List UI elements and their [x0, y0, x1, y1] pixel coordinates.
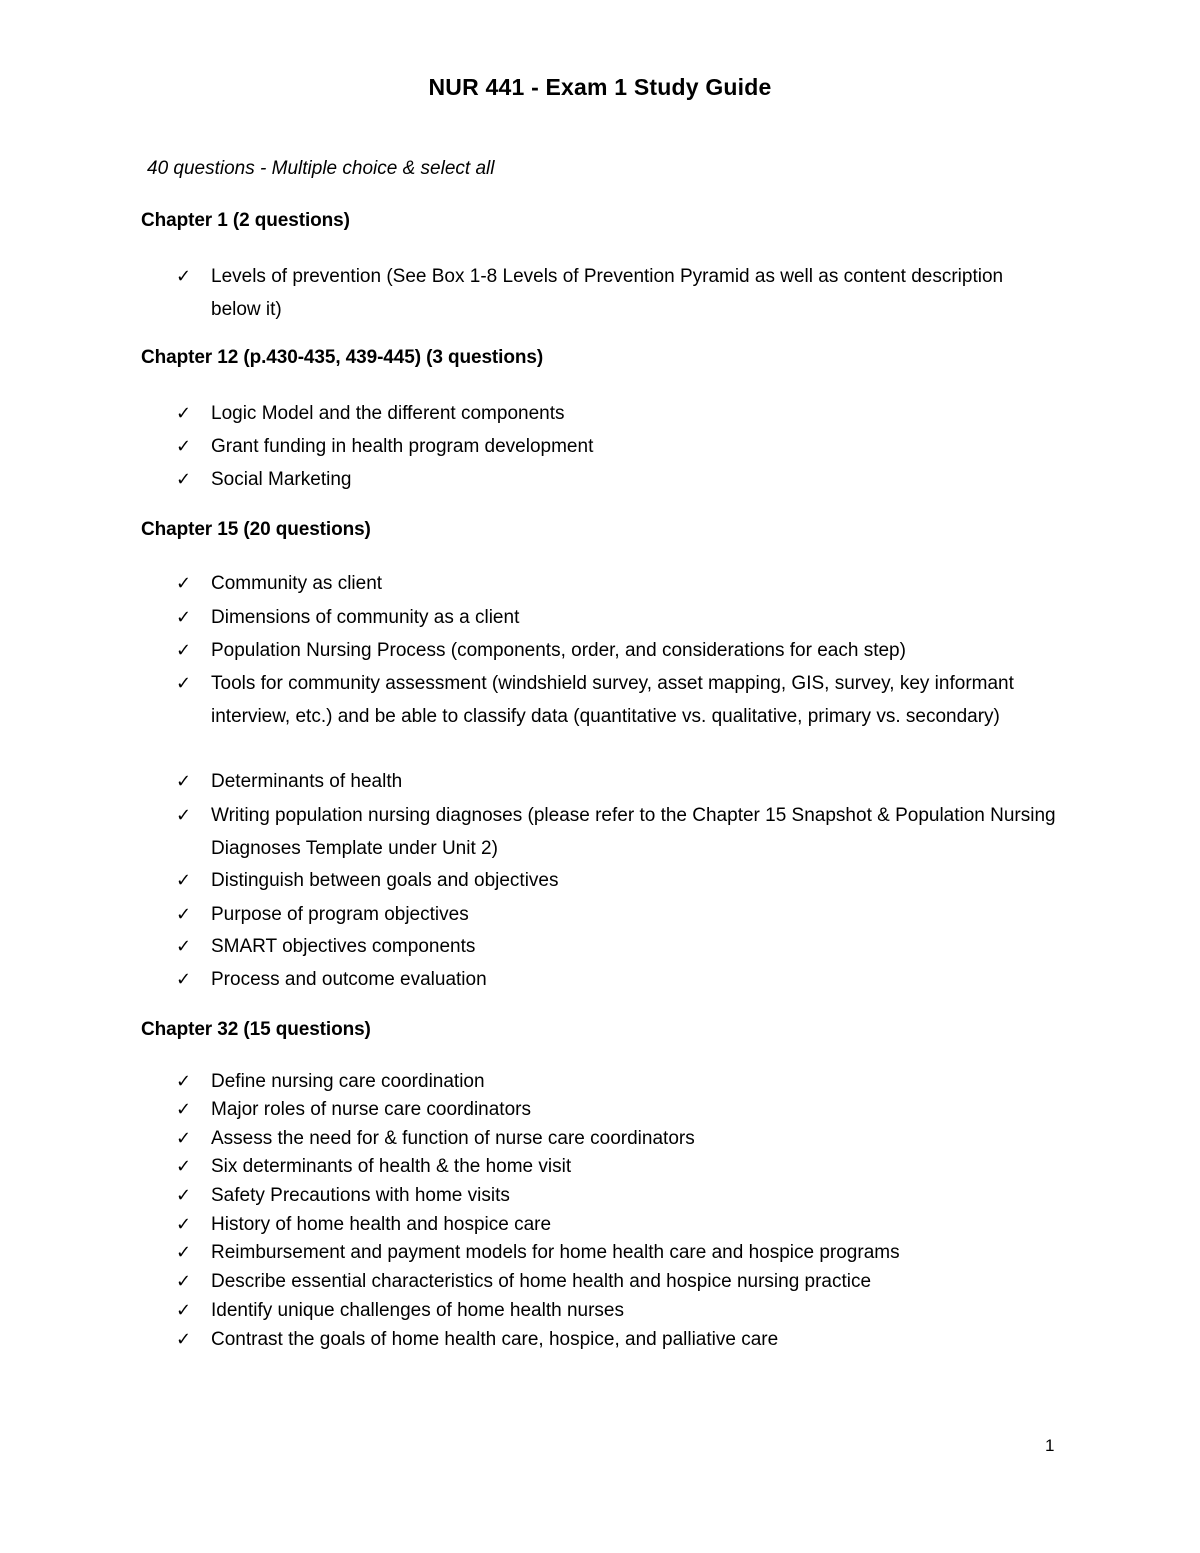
- list-item: [176, 430, 1056, 463]
- check-icon: ✓: [176, 1242, 192, 1263]
- chapter-heading: Chapter 15 (20 questions): [141, 519, 371, 540]
- check-icon: ✓: [176, 436, 192, 457]
- list-item-text: Purpose of program objectives: [211, 904, 469, 925]
- check-icon: ✓: [176, 805, 192, 826]
- list-item-text: Describe essential characteristics of home health and hospice nursing practice: [211, 1271, 872, 1292]
- list-item-text: Tools for community assessment (windshield survey, asset mapping, GIS, survey, key informant interview, etc.) and be able to classify data (quantitative vs. qualitative, primary vs. secondary): [211, 673, 1014, 727]
- list-item: [176, 567, 1056, 600]
- check-icon: ✓: [176, 969, 192, 990]
- list-item: [176, 601, 1056, 634]
- list-item-text: Major roles of nurse care coordinators: [211, 1099, 531, 1120]
- check-icon: ✓: [176, 1071, 192, 1092]
- check-icon: ✓: [176, 870, 192, 891]
- list-item: [176, 634, 1056, 667]
- check-icon: ✓: [176, 1185, 192, 1206]
- check-icon: ✓: [176, 1300, 192, 1321]
- list-item-text: Contrast the goals of home health care, hospice, and palliative care: [211, 1329, 779, 1350]
- list-item-text: Determinants of health: [211, 771, 403, 792]
- list-item-text: Distinguish between goals and objectives: [211, 870, 559, 891]
- chapter-heading: Chapter 12 (p.430-435, 439-445) (3 questions): [141, 347, 544, 368]
- list-item-text: Population Nursing Process (components, order, and considerations for each step): [211, 640, 906, 661]
- list-item: [176, 898, 1056, 931]
- list-item: [176, 930, 1056, 963]
- list-item-text: SMART objectives components: [211, 936, 476, 957]
- list-item-text: Six determinants of health & the home visit: [211, 1156, 572, 1177]
- check-icon: ✓: [176, 771, 192, 792]
- list-item: [176, 667, 1056, 733]
- list-item: [176, 1152, 1056, 1181]
- list-item-text: Reimbursement and payment models for home health care and hospice programs: [211, 1242, 900, 1263]
- check-icon: ✓: [176, 640, 192, 661]
- list-item: [176, 1296, 1056, 1325]
- list-item-text: Community as client: [211, 573, 383, 594]
- list-item: [176, 1238, 1056, 1267]
- list-item-text: Dimensions of community as a client: [211, 607, 520, 628]
- exam-format-note: 40 questions - Multiple choice & select all: [147, 158, 495, 179]
- page-number: 1: [1045, 1436, 1055, 1455]
- document-title: NUR 441 - Exam 1 Study Guide: [428, 74, 772, 100]
- check-icon: ✓: [176, 607, 192, 628]
- check-icon: ✓: [176, 469, 192, 490]
- list-item-text: Grant funding in health program development: [211, 436, 594, 457]
- chapter-heading: Chapter 1 (2 questions): [141, 210, 350, 231]
- list-item: [176, 1325, 1056, 1354]
- list-item-text: Levels of prevention (See Box 1-8 Levels of Prevention Pyramid as well as content description below it): [211, 266, 1004, 320]
- check-icon: ✓: [176, 904, 192, 925]
- chapter-heading: Chapter 32 (15 questions): [141, 1019, 371, 1040]
- list-item: [176, 463, 1056, 496]
- list-item: [176, 799, 1056, 865]
- list-item: [176, 963, 1056, 996]
- check-icon: ✓: [176, 673, 192, 694]
- check-icon: ✓: [176, 1329, 192, 1350]
- list-item-text: Identify unique challenges of home health nurses: [211, 1300, 624, 1321]
- list-item: [176, 765, 1056, 798]
- check-icon: ✓: [176, 1214, 192, 1235]
- list-item-text: Process and outcome evaluation: [211, 969, 487, 990]
- check-icon: ✓: [176, 403, 192, 424]
- check-icon: ✓: [176, 1156, 192, 1177]
- check-icon: ✓: [176, 1271, 192, 1292]
- list-item-text: Define nursing care coordination: [211, 1071, 485, 1092]
- list-item-text: Safety Precautions with home visits: [211, 1185, 510, 1206]
- check-icon: ✓: [176, 1128, 192, 1149]
- list-item: [176, 397, 1056, 430]
- check-icon: ✓: [176, 573, 192, 594]
- list-item-text: Social Marketing: [211, 469, 352, 490]
- list-item: [176, 260, 1056, 326]
- list-item: [176, 1124, 1056, 1153]
- list-item: [176, 864, 1056, 897]
- list-item: [176, 1181, 1056, 1210]
- check-icon: ✓: [176, 936, 192, 957]
- list-item: [176, 1095, 1056, 1124]
- list-item-text: Writing population nursing diagnoses (please refer to the Chapter 15 Snapshot & Population Nursing Diagnoses Template under Unit 2): [211, 805, 1056, 859]
- list-item: [176, 1067, 1056, 1096]
- list-item: [176, 1267, 1056, 1296]
- check-icon: ✓: [176, 1099, 192, 1120]
- list-item-text: Logic Model and the different components: [211, 403, 565, 424]
- list-item: [176, 1210, 1056, 1239]
- list-item-text: Assess the need for & function of nurse care coordinators: [211, 1128, 695, 1149]
- check-icon: ✓: [176, 266, 192, 287]
- list-item-text: History of home health and hospice care: [211, 1214, 552, 1235]
